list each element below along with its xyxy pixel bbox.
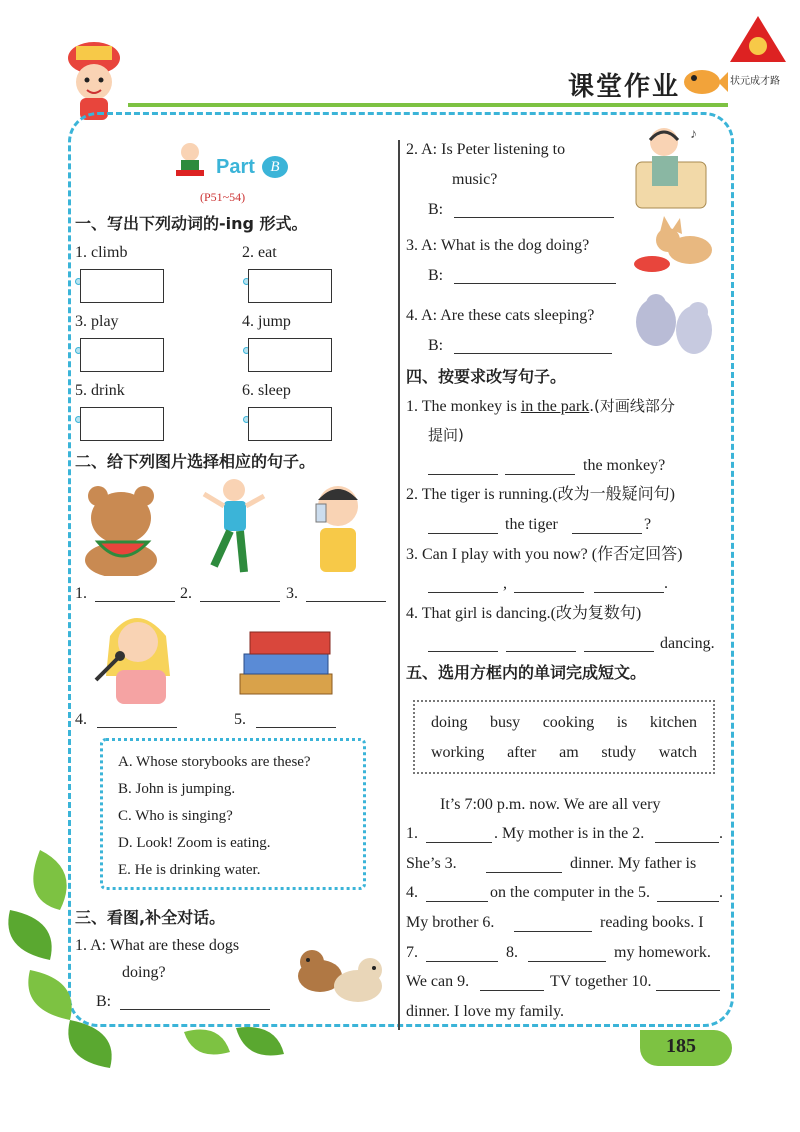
section1-heading: 一、写出下列动词的-ing 形式。: [75, 214, 308, 233]
passage-blank-1-label: 1.: [406, 825, 418, 842]
pic-blank-label-3: 3.: [286, 585, 298, 602]
answer-line[interactable]: [426, 842, 492, 843]
option-b: B. John is jumping.: [118, 781, 236, 797]
answer-line[interactable]: [486, 872, 562, 873]
svg-text:♪: ♪: [690, 127, 697, 142]
answer-line[interactable]: [200, 601, 280, 602]
passage-period: .: [719, 884, 723, 901]
word-bank-word: watch: [658, 744, 697, 761]
section2-heading: 二、给下列图片选择相应的句子。: [75, 452, 316, 471]
dog-eating-icon: [632, 214, 722, 280]
rewrite2-sentence: 2. The tiger is running.(改为一般疑问句): [406, 486, 676, 503]
section5-heading: 五、选用方框内的单词完成短文。: [406, 663, 647, 682]
dialog2-b-label: B:: [428, 201, 444, 218]
passage-line-5: reading books. I: [600, 914, 704, 931]
answer-line[interactable]: [120, 1009, 270, 1010]
dogs-playing-icon: [290, 940, 390, 1008]
bear-eating-icon: [78, 482, 166, 576]
dialog4-b-label: B:: [428, 337, 444, 354]
word-bank-word: after: [507, 744, 537, 761]
answer-line[interactable]: [256, 727, 336, 728]
word-bank-row-2: [415, 744, 713, 762]
answer-box-4[interactable]: [248, 338, 332, 372]
logo-text: 状元成才路: [730, 76, 780, 87]
verb-4: 4. jump: [242, 313, 291, 330]
answer-box-1[interactable]: [80, 269, 164, 303]
answer-box-6[interactable]: [248, 407, 332, 441]
answer-line[interactable]: [514, 592, 584, 593]
passage-blank-9-label: We can 9.: [406, 973, 470, 990]
rewrite1-instruction-cont: 提问): [428, 426, 464, 444]
rewrite1-pre: 1. The monkey is: [406, 398, 521, 415]
boy-jumping-icon: [200, 474, 270, 576]
storybooks-icon: [236, 624, 336, 700]
answer-line[interactable]: [428, 651, 498, 652]
girl-singing-icon: [90, 606, 182, 706]
rewrite1-post: .(对画线部分: [589, 397, 675, 415]
answer-box-3[interactable]: [80, 338, 164, 372]
answer-line[interactable]: [656, 990, 720, 991]
option-c: C. Who is singing?: [118, 808, 233, 824]
option-a: A. Whose storybooks are these?: [118, 754, 311, 770]
word-bank-word: is: [616, 714, 628, 731]
rewrite3-period: .: [664, 575, 668, 592]
dialog1-question-cont: doing?: [122, 964, 166, 981]
answer-line[interactable]: [426, 961, 498, 962]
answer-line[interactable]: [514, 931, 592, 932]
answer-line[interactable]: [428, 474, 498, 475]
fish-mascot-icon: [680, 62, 730, 102]
answer-line[interactable]: [655, 842, 719, 843]
option-d: D. Look! Zoom is eating.: [118, 835, 271, 851]
answer-line[interactable]: [426, 901, 488, 902]
rewrite3-sentence: 3. Can I play with you now? (作否定回答): [406, 546, 683, 563]
dialog3-b-label: B:: [428, 267, 444, 284]
verb-3: 3. play: [75, 313, 119, 330]
header-green-bar: [128, 103, 728, 107]
verb-2: 2. eat: [242, 244, 277, 261]
boy-drinking-icon: [308, 478, 370, 576]
pic-blank-label-4: 4.: [75, 711, 87, 728]
answer-line[interactable]: [506, 651, 576, 652]
answer-line[interactable]: [657, 901, 719, 902]
pic-blank-label-1: 1.: [75, 585, 87, 602]
verb-5: 5. drink: [75, 382, 125, 399]
answer-line[interactable]: [306, 601, 386, 602]
passage-line-6: my homework.: [614, 944, 711, 961]
dialog2-question: 2. A: Is Peter listening to: [406, 141, 566, 158]
passage-line-2: . My mother is in the 2.: [494, 825, 645, 842]
verb-1: 1. climb: [75, 244, 128, 261]
leaves-decoration-icon: [0, 840, 120, 1070]
header-title: 课堂作业: [568, 72, 681, 102]
answer-box-2[interactable]: [248, 269, 332, 303]
pic-blank-label-5: 5.: [234, 711, 246, 728]
logo-triangle-icon: [728, 14, 788, 64]
column-divider: [398, 140, 400, 1030]
reading-boy-icon: [172, 140, 208, 180]
answer-line[interactable]: [428, 533, 498, 534]
dialog3-question: 3. A: What is the dog doing?: [406, 237, 590, 254]
rewrite2-question-mark: ?: [644, 516, 652, 533]
answer-line[interactable]: [97, 727, 177, 728]
verb-6: 6. sleep: [242, 382, 291, 399]
part-label: Part: [216, 156, 255, 178]
answer-line[interactable]: [572, 533, 642, 534]
passage-blank-7-label: 7.: [406, 944, 418, 961]
dialog1-question: 1. A: What are these dogs: [75, 937, 240, 954]
answer-line[interactable]: [454, 353, 612, 354]
passage-period: .: [719, 825, 723, 842]
answer-line[interactable]: [454, 217, 614, 218]
leaves-decoration-icon: [180, 1022, 290, 1066]
passage-line-7: TV together 10.: [550, 973, 652, 990]
pic-blank-label-2: 2.: [180, 585, 192, 602]
cats-sleeping-icon: [628, 290, 720, 362]
rewrite4-sentence: 4. That girl is dancing.(改为复数句): [406, 605, 642, 622]
dialog2-question-cont: music?: [452, 171, 498, 188]
rewrite1-answer-text: the monkey?: [583, 457, 666, 474]
passage-line-1: It’s 7:00 p.m. now. We are all very: [440, 796, 661, 813]
word-bank-word: study: [601, 744, 637, 761]
rewrite1-sentence: [406, 396, 675, 417]
page-number: 185: [666, 1035, 696, 1057]
section4-heading: 四、按要求改写句子。: [406, 367, 567, 386]
word-bank-box: [413, 700, 715, 774]
passage-line-3: dinner. My father is: [570, 855, 697, 872]
answer-box-5[interactable]: [80, 407, 164, 441]
answer-line[interactable]: [505, 474, 575, 475]
answer-line[interactable]: [584, 651, 654, 652]
passage-line-4: on the computer in the 5.: [490, 884, 650, 901]
passage-blank-3-label: She’s 3.: [406, 855, 457, 872]
dialog1-b-label: B:: [96, 993, 112, 1010]
part-letter-badge: B: [262, 156, 288, 178]
man-listening-music-icon: [630, 122, 716, 212]
section3-heading: 三、看图,补全对话。: [75, 908, 226, 927]
answer-line[interactable]: [428, 592, 498, 593]
passage-line-8: dinner. I love my family.: [406, 1003, 565, 1020]
answer-line[interactable]: [95, 601, 175, 602]
word-bank-word: doing: [431, 714, 468, 731]
word-bank-word: busy: [489, 714, 521, 731]
passage-blank-6-label: My brother 6.: [406, 914, 495, 931]
answer-line[interactable]: [528, 961, 606, 962]
word-bank-word: working: [431, 744, 485, 761]
dialog4-question: 4. A: Are these cats sleeping?: [406, 307, 595, 324]
rewrite1-underlined: in the park: [520, 398, 590, 415]
answer-line[interactable]: [480, 990, 544, 991]
part-pages: (P51~54): [200, 190, 246, 204]
word-bank-word: cooking: [542, 714, 595, 731]
word-bank-word: am: [559, 744, 579, 761]
passage-blank-4-label: 4.: [406, 884, 418, 901]
word-bank-word: kitchen: [649, 714, 697, 731]
rewrite2-answer-text: the tiger: [505, 516, 558, 533]
rewrite4-answer-text: dancing.: [660, 635, 715, 652]
rewrite3-comma: ,: [503, 575, 507, 592]
passage-blank-8-label: 8.: [506, 944, 518, 961]
word-bank-row-1: [415, 714, 713, 732]
answer-line[interactable]: [454, 283, 616, 284]
option-e: E. He is drinking water.: [118, 862, 261, 878]
answer-line[interactable]: [594, 592, 664, 593]
